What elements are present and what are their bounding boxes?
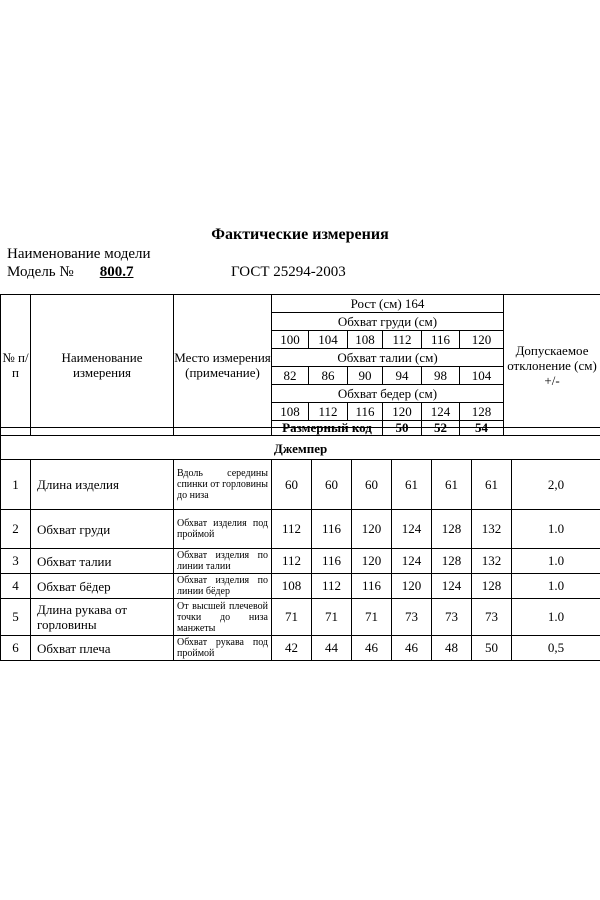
chest-value: 120 bbox=[460, 331, 504, 349]
measurement-value: 48 bbox=[432, 636, 472, 661]
hips-value: 116 bbox=[348, 403, 383, 421]
row-number: 3 bbox=[1, 549, 31, 574]
model-number: 800.7 bbox=[99, 264, 134, 280]
hips-value: 120 bbox=[383, 403, 422, 421]
measurement-value: 50 bbox=[472, 636, 512, 661]
measurement-value: 120 bbox=[392, 574, 432, 599]
hips-value: 108 bbox=[272, 403, 309, 421]
measurement-value: 132 bbox=[472, 510, 512, 549]
measurement-name: Длина изделия bbox=[31, 460, 174, 510]
measurement-name: Обхват бёдер bbox=[31, 574, 174, 599]
measurement-value: 124 bbox=[392, 510, 432, 549]
waist-value: 86 bbox=[309, 367, 348, 385]
tolerance-value: 2,0 bbox=[512, 460, 600, 510]
section-title: Джемпер bbox=[1, 428, 600, 460]
measurement-name: Длина рукава от горловины bbox=[31, 599, 174, 636]
measurement-value: 120 bbox=[352, 549, 392, 574]
measurement-place: Обхват изделия под проймой bbox=[174, 510, 272, 549]
measurement-value: 128 bbox=[432, 510, 472, 549]
measurement-place: Вдоль середины спинки от горловины до низа bbox=[174, 460, 272, 510]
table-row bbox=[1, 549, 600, 574]
measurement-value: 61 bbox=[392, 460, 432, 510]
measurement-value: 71 bbox=[312, 599, 352, 636]
size-code: 54 bbox=[460, 421, 504, 436]
measurement-value: 108 bbox=[272, 574, 312, 599]
measurement-value: 61 bbox=[432, 460, 472, 510]
measurement-value: 128 bbox=[432, 549, 472, 574]
table-row bbox=[1, 460, 600, 510]
row-number: 2 bbox=[1, 510, 31, 549]
measurement-value: 44 bbox=[312, 636, 352, 661]
measurement-name: Обхват груди bbox=[31, 510, 174, 549]
measurement-value: 120 bbox=[352, 510, 392, 549]
page-title: Фактические измерения bbox=[211, 226, 389, 243]
measurement-value: 112 bbox=[272, 549, 312, 574]
measurement-value: 112 bbox=[272, 510, 312, 549]
measurement-name: Обхват талии bbox=[31, 549, 174, 574]
measurement-name: Обхват плеча bbox=[31, 636, 174, 661]
table-row bbox=[1, 599, 600, 636]
size-code: 50 bbox=[383, 421, 422, 436]
size-code-label: Размерный код bbox=[272, 421, 383, 436]
measurement-place: Обхват рукава под проймой bbox=[174, 636, 272, 661]
measurement-value: 116 bbox=[312, 510, 352, 549]
row-number: 4 bbox=[1, 574, 31, 599]
row-number: 5 bbox=[1, 599, 31, 636]
waist-value: 94 bbox=[383, 367, 422, 385]
tolerance-value: 1.0 bbox=[512, 574, 600, 599]
measurement-value: 124 bbox=[432, 574, 472, 599]
chest-value: 104 bbox=[309, 331, 348, 349]
place-header: Место измерения (примечание) bbox=[174, 295, 272, 436]
model-label: Модель № bbox=[7, 264, 74, 280]
measurement-value: 46 bbox=[352, 636, 392, 661]
waist-header: Обхват талии (см) bbox=[272, 349, 504, 367]
measurement-value: 73 bbox=[472, 599, 512, 636]
measurement-value: 73 bbox=[432, 599, 472, 636]
measurement-value: 42 bbox=[272, 636, 312, 661]
tolerance-value: 1.0 bbox=[512, 510, 600, 549]
measurement-value: 124 bbox=[392, 549, 432, 574]
measurement-value: 71 bbox=[352, 599, 392, 636]
hips-value: 112 bbox=[309, 403, 348, 421]
measurements-table bbox=[0, 427, 600, 661]
measurement-value: 60 bbox=[312, 460, 352, 510]
measurement-value: 112 bbox=[312, 574, 352, 599]
table-row bbox=[1, 574, 600, 599]
chest-value: 116 bbox=[422, 331, 460, 349]
chest-header: Обхват груди (см) bbox=[272, 313, 504, 331]
measurement-place: Обхват изделия по линии бёдер bbox=[174, 574, 272, 599]
measurement-value: 60 bbox=[272, 460, 312, 510]
model-number-row bbox=[7, 264, 155, 281]
hips-header: Обхват бедер (см) bbox=[272, 385, 504, 403]
measurement-value: 61 bbox=[472, 460, 512, 510]
tolerance-value: 0,5 bbox=[512, 636, 600, 661]
table-row bbox=[1, 636, 600, 661]
chest-value: 112 bbox=[383, 331, 422, 349]
model-name-label: Наименование модели bbox=[7, 246, 151, 262]
waist-value: 82 bbox=[272, 367, 309, 385]
measurement-value: 132 bbox=[472, 549, 512, 574]
row-number: 6 bbox=[1, 636, 31, 661]
tolerance-header: Допускаемое отклонение (см) +/- bbox=[504, 295, 600, 436]
tolerance-value: 1.0 bbox=[512, 549, 600, 574]
size-code: 52 bbox=[422, 421, 460, 436]
measurement-value: 128 bbox=[472, 574, 512, 599]
measurement-value: 116 bbox=[312, 549, 352, 574]
waist-value: 104 bbox=[460, 367, 504, 385]
standard-label: ГОСТ 25294-2003 bbox=[231, 264, 346, 280]
waist-value: 98 bbox=[422, 367, 460, 385]
measurement-header: Наименование измерения bbox=[31, 295, 174, 436]
chest-value: 108 bbox=[348, 331, 383, 349]
hips-value: 124 bbox=[422, 403, 460, 421]
measurement-value: 46 bbox=[392, 636, 432, 661]
tolerance-value: 1.0 bbox=[512, 599, 600, 636]
row-number: 1 bbox=[1, 460, 31, 510]
header-table bbox=[0, 294, 600, 436]
measurement-value: 71 bbox=[272, 599, 312, 636]
hips-value: 128 bbox=[460, 403, 504, 421]
measurement-place: Обхват изделия по линии талии bbox=[174, 549, 272, 574]
index-header: № п/ п bbox=[1, 295, 31, 436]
chest-value: 100 bbox=[272, 331, 309, 349]
measurement-value: 116 bbox=[352, 574, 392, 599]
measurement-value: 73 bbox=[392, 599, 432, 636]
waist-value: 90 bbox=[348, 367, 383, 385]
height-header: Рост (см) 164 bbox=[272, 295, 504, 313]
measurement-place: От высшей плечевой точки до низа манжеты bbox=[174, 599, 272, 636]
table-row bbox=[1, 510, 600, 549]
measurement-value: 60 bbox=[352, 460, 392, 510]
